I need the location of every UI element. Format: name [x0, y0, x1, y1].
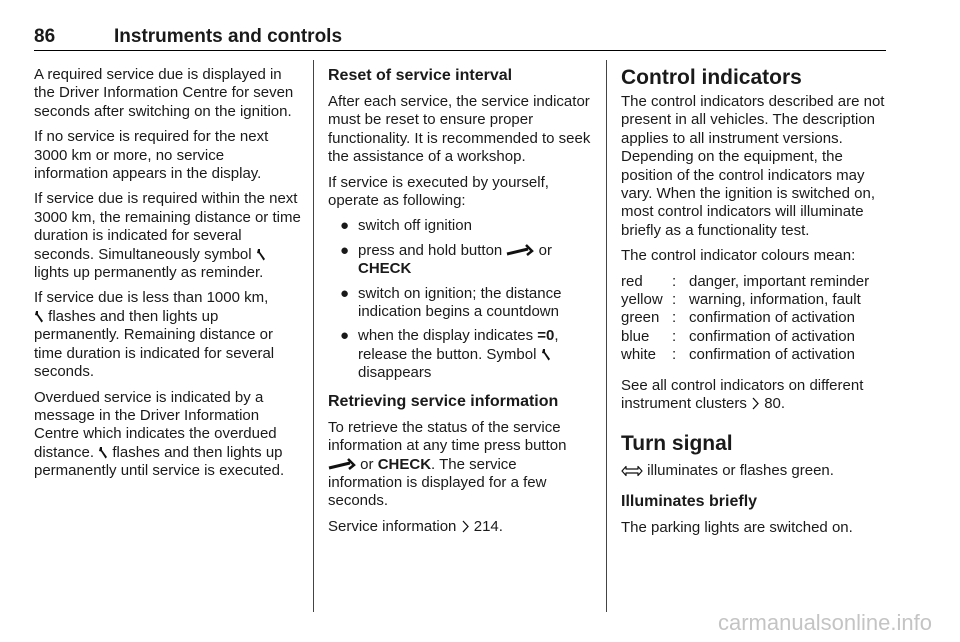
bullet-icon: ● [340, 327, 350, 345]
column-divider-1 [313, 60, 314, 612]
paragraph: The parking lights are switched on. [621, 518, 853, 536]
page-ref-arrow-icon [751, 397, 760, 410]
column-1 [34, 66, 302, 488]
bullet-icon: ● [340, 217, 350, 235]
section-heading: Control indicators [621, 66, 802, 89]
section-heading: Retrieving service information [328, 392, 559, 410]
colour-table [621, 273, 869, 365]
paragraph: To retrieve the status of the service information at any time press button or CHECK. The service information is displayed for a few seconds. [328, 418, 567, 510]
paragraph: If service due is less than 1000 km, flashes and then lights up permanently. Remaining distance or time duration is indicated for several seconds. [34, 289, 275, 381]
paragraph: If service due is required within the next 3000 km, the remaining distance or time duration is indicated for several seconds. Simultaneously symbol lights up permanently as reminder. [34, 190, 301, 282]
wrench-icon [98, 446, 108, 459]
paragraph: See all control indicators on different instrument clusters 80. [621, 376, 864, 413]
table-row: yellow : warning, information, fault [621, 291, 861, 309]
table-row: white : confirmation of activation [621, 346, 855, 364]
stalk-button-icon [328, 457, 356, 471]
page-header [34, 26, 886, 51]
wrench-icon [34, 310, 44, 323]
list-item: ● when the display indicates =0, release the button. Symbol disappears [340, 327, 559, 382]
wrench-icon [256, 248, 266, 261]
table-row: red : danger, important reminder [621, 272, 870, 290]
paragraph: If no service is required for the next 3000 km or more, no service information appears in the display. [34, 128, 269, 183]
paragraph: The control indicator colours mean: [621, 247, 856, 265]
table-row: green : confirmation of activation [621, 309, 855, 327]
paragraph: The control indicators described are not present in all vehicles. The description applies to all instrument versions. Depending on the equipment, the position of the control indicators may vary. When the ignition is switched on, most control indicators will illuminate briefly as a functionality test. [621, 93, 885, 239]
table-row: blue : confirmation of activation [621, 327, 855, 345]
paragraph: Service information 214. [328, 517, 503, 535]
watermark: carmanualsonline.info [717, 610, 932, 635]
page-number: 86 [34, 26, 56, 47]
bullet-icon: ● [340, 241, 350, 259]
column-divider-2 [606, 60, 607, 612]
wrench-icon [541, 348, 551, 361]
stalk-button-icon [506, 243, 534, 257]
bullet-icon: ● [340, 284, 350, 302]
section-heading: Reset of service interval [328, 67, 513, 84]
paragraph: illuminates or flashes green. [621, 462, 889, 480]
column-3 [621, 66, 889, 544]
page-ref-arrow-icon [461, 520, 470, 533]
section-heading: Turn signal [621, 431, 733, 455]
list-item: ● switch on ignition; the distance indication begins a countdown [340, 284, 562, 321]
section-heading: Illuminates briefly [621, 492, 758, 510]
list-item: ● switch off ignition [340, 217, 472, 235]
column-2 [328, 66, 593, 543]
turn-signal-icon [621, 465, 643, 477]
paragraph: After each service, the service indicator must be reset to ensure proper functionality. It is recommended to seek the assistance of a workshop. [328, 93, 591, 166]
paragraph: Overdued service is indicated by a message in the Driver Information Centre which indicates the overdued distance. flashes and then lights up permanently until service is executed. [34, 388, 285, 480]
paragraph: If service is executed by yourself, operate as following: [328, 173, 549, 210]
paragraph: A required service due is displayed in the Driver Information Centre for seven seconds after switching on the ignition. [34, 66, 294, 120]
list-item: ● press and hold button or CHECK [340, 241, 552, 278]
page-title: Instruments and controls [114, 26, 343, 47]
bullet-list [328, 217, 593, 382]
